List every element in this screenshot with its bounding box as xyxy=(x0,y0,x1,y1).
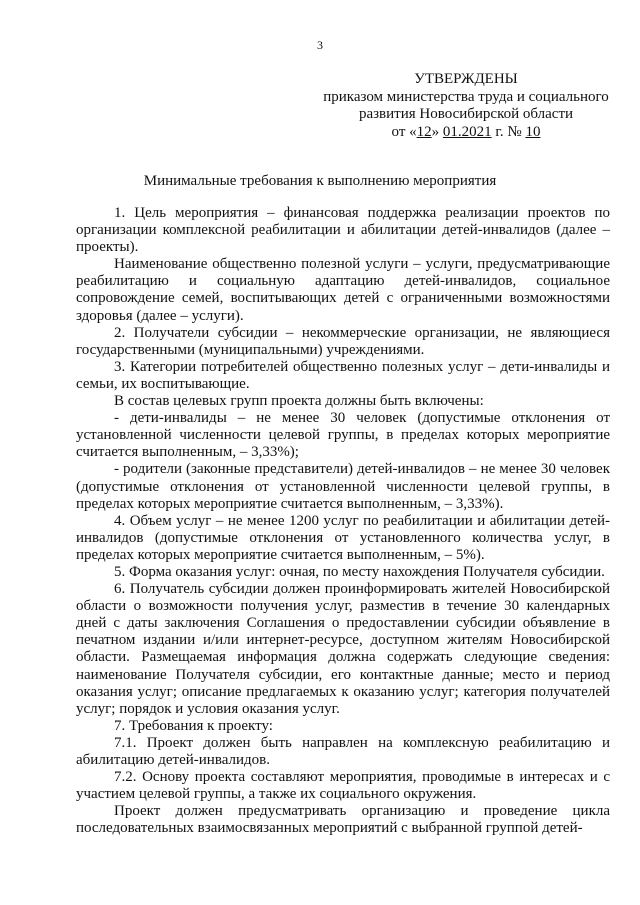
paragraph-target-children: - дети-инвалиды – не менее 30 человек (допустимые отклонения от установленной численности целевой группы, в пределах которых мероприятие считается выполненным, – 3,33%); xyxy=(76,410,610,461)
paragraph-project-requirements: 7. Требования к проекту: xyxy=(114,717,273,734)
document-title: Минимальные требования к выполнению мероприятия xyxy=(143,173,497,189)
paragraph-consumer-categories: 3. Категории потребителей общественно полезных услуг – дети-инвалиды и семьи, их воспитывающие. xyxy=(76,358,610,392)
approval-month-year: 01.2021 xyxy=(442,123,492,140)
paragraph-goal: 1. Цель мероприятия – финансовая поддержка реализации проектов по организации комплексной реабилитации и абилитации детей-инвалидов (далее – проекты). xyxy=(76,205,610,256)
paragraph-target-groups-intro: В состав целевых групп проекта должны быть включены: xyxy=(114,393,484,410)
paragraph-project-cycle: Проект должен предусматривать организацию и проведение цикла последовательных взаимосвязанных мероприятий с выбранной группой детей- xyxy=(76,803,610,837)
paragraph-target-parents: - родители (законные представители) детей-инвалидов – не менее 30 человек (допустимые отклонения от установленной численности целевой группы, в пределах которых мероприятие считается выполненным, – 3,33%). xyxy=(76,461,610,512)
approval-day: 12 xyxy=(416,123,432,140)
paragraph-informing: 6. Получатель субсидии должен проинформировать жителей Новосибирской области о возможности получения услуг, разместив в течение 30 календарных дней с даты заключения Соглашения о предоставлении субсидии объявление в печатном издании и/или интернет-ресурсе, доступном жителям Новосибирской области. Размещаемая информация должна содержать следующие сведения: наименование Получателя субсидии, его контактные данные; место и период оказания услуг; описание предлагаемых к оказанию услуг; категория получателей услуг; порядок и условия оказания услуг. xyxy=(76,581,610,717)
approval-order-line: приказом министерства труда и социального xyxy=(323,88,609,105)
approval-heading: УТВЕРЖДЕНЫ xyxy=(414,71,518,87)
paragraph-requirement-7-2: 7.2. Основу проекта составляют мероприятия, проводимые в интересах и с участием целевой группы, а также их социального окружения. xyxy=(76,769,610,803)
approval-stamp-block xyxy=(310,71,622,141)
page-number: 3 xyxy=(317,38,323,52)
paragraph-requirement-7-1: 7.1. Проект должен быть направлен на комплексную реабилитацию и абилитацию детей-инвалидов. xyxy=(76,734,610,768)
approval-date-line xyxy=(310,124,622,142)
document-body xyxy=(76,205,610,837)
approval-number: 10 xyxy=(525,123,541,140)
paragraph-service-form: 5. Форма оказания услуг: очная, по месту нахождения Получателя субсидии. xyxy=(114,563,605,580)
paragraph-recipients: 2. Получатели субсидии – некоммерческие организации, не являющиеся государственными (муниципальными) учреждениями. xyxy=(76,324,610,358)
approval-date-suffix: г. № xyxy=(491,123,526,140)
paragraph-service-name: Наименование общественно полезной услуги – услуги, предусматривающие реабилитацию и социальную адаптацию детей-инвалидов, социальное сопровождение семей, воспитывающих детей с ограниченными возможностями здоровья (далее – услуги). xyxy=(76,256,610,324)
approval-date-middle: » xyxy=(431,123,443,140)
approval-date-prefix: от « xyxy=(391,123,417,140)
paragraph-service-volume: 4. Объем услуг – не менее 1200 услуг по реабилитации и абилитации детей-инвалидов (допустимые отклонения от установленного количества услуг, в пределах которых мероприятие считается выполненным, – 5%). xyxy=(76,512,610,563)
approval-ministry-line: развития Новосибирской области xyxy=(358,106,574,122)
